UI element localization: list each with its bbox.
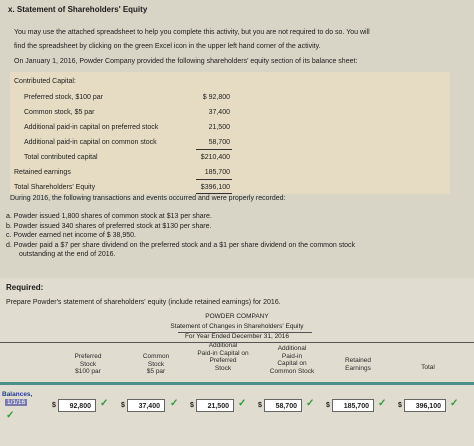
retained-earnings-value: 185,700 [204, 169, 230, 176]
check-icon: ✓ [378, 398, 387, 409]
column-header-retained-earnings: Retained Earnings [344, 357, 372, 372]
balance-input-apic-preferred[interactable]: 21,500 [196, 399, 234, 412]
equity-row-label: Common stock, $5 par [24, 109, 95, 116]
equity-row-label: Additional paid-in capital on common stock [24, 139, 157, 146]
event-item: c. Powder earned net income of $ 38,950. [6, 232, 136, 239]
column-header-apic-preferred: Additional Paid-in Capital on Preferred Stock [197, 342, 249, 372]
dollar-sign: $ [398, 402, 402, 409]
event-item: b. Powder issued 340 shares of preferred stock at $130 per share. [6, 222, 212, 230]
column-header-common-stock: Common Stock $5 par [142, 353, 170, 375]
total-contributed-value: $210,400 [200, 154, 230, 161]
during-text: During 2016, the following transactions and events occurred and were properly recorded: [10, 195, 286, 202]
check-icon: ✓ [170, 398, 179, 409]
intro-line-1: You may use the attached spreadsheet to help you complete this activity, but you are not required to do so. You will [14, 29, 370, 36]
total-double-underline [196, 193, 232, 194]
retained-earnings-label: Retained earnings [14, 169, 71, 176]
equity-row-value: $ 92,800 [202, 94, 230, 101]
check-icon: ✓ [6, 410, 15, 421]
column-header-apic-common: Additional Paid-in Capital on Common Stock [269, 345, 315, 375]
statement-company: POWDER COMPANY [205, 313, 269, 320]
header-divider-bar [0, 382, 474, 385]
dollar-sign: $ [326, 402, 330, 409]
column-header-total: Total [421, 364, 435, 371]
intro-text [14, 26, 464, 54]
required-text: Prepare Powder's statement of shareholders' equity (include retained earnings) for 2016. [6, 299, 281, 306]
event-item: a. Powder issued 1,800 shares of common stock at $13 per share. [6, 213, 212, 220]
event-item: d. Powder paid a $7 per share dividend on the preferred stock and a $1 per share dividend on the common stock [6, 241, 356, 249]
dollar-sign: $ [190, 402, 194, 409]
dollar-sign: $ [52, 402, 56, 409]
balance-input-apic-common[interactable]: 58,700 [264, 399, 302, 412]
balance-input-retained-earnings[interactable]: 185,700 [332, 399, 374, 412]
check-icon: ✓ [238, 398, 247, 409]
total-contributed-label: Total contributed capital [24, 154, 98, 161]
required-heading: Required: [6, 283, 44, 292]
equity-row-value: 58,700 [208, 139, 230, 146]
balances-row-label: Balances, [2, 391, 33, 398]
equity-row-value: 21,500 [208, 124, 230, 131]
activity-title: x. Statement of Shareholders' Equity [8, 5, 148, 14]
statement-name: Statement of Changes in Shareholders' Equity [170, 323, 304, 330]
on-january-text: On January 1, 2016, Powder Company provided the following shareholders' equity section of its balance sheet: [14, 58, 358, 65]
statement-title-rule [178, 332, 312, 333]
total-equity-label: Total Shareholders' Equity [14, 184, 96, 191]
equity-row-value: 37,400 [208, 109, 230, 116]
events-list [6, 212, 355, 260]
equity-row-label: Preferred stock, $100 par [24, 94, 103, 101]
statement-period: For Year Ended December 31, 2016 [184, 333, 290, 340]
dollar-sign: $ [258, 402, 262, 409]
balance-input-preferred-stock[interactable]: 92,800 [58, 399, 96, 412]
check-icon: ✓ [306, 398, 315, 409]
equity-row-label: Additional paid-in capital on preferred stock [24, 124, 159, 131]
intro-line-2: find the spreadsheet by clicking on the green Excel icon in the upper left hand corner of the activity. [14, 43, 321, 50]
subtotal-underline [196, 149, 232, 150]
equity-section [10, 72, 450, 194]
event-item-continued: outstanding at the end of 2016. [19, 251, 116, 258]
balances-row-date: 1/1/16 [7, 399, 26, 406]
dollar-sign: $ [121, 402, 125, 409]
balance-input-total[interactable]: 396,100 [404, 399, 446, 412]
column-header-preferred-stock: Preferred Stock $100 par [74, 353, 102, 375]
balance-input-common-stock[interactable]: 37,400 [127, 399, 165, 412]
check-icon: ✓ [450, 398, 459, 409]
total-equity-value: $396,100 [200, 184, 230, 191]
contributed-capital-label: Contributed Capital: [14, 78, 76, 85]
subtotal-underline [196, 179, 232, 180]
check-icon: ✓ [100, 398, 109, 409]
